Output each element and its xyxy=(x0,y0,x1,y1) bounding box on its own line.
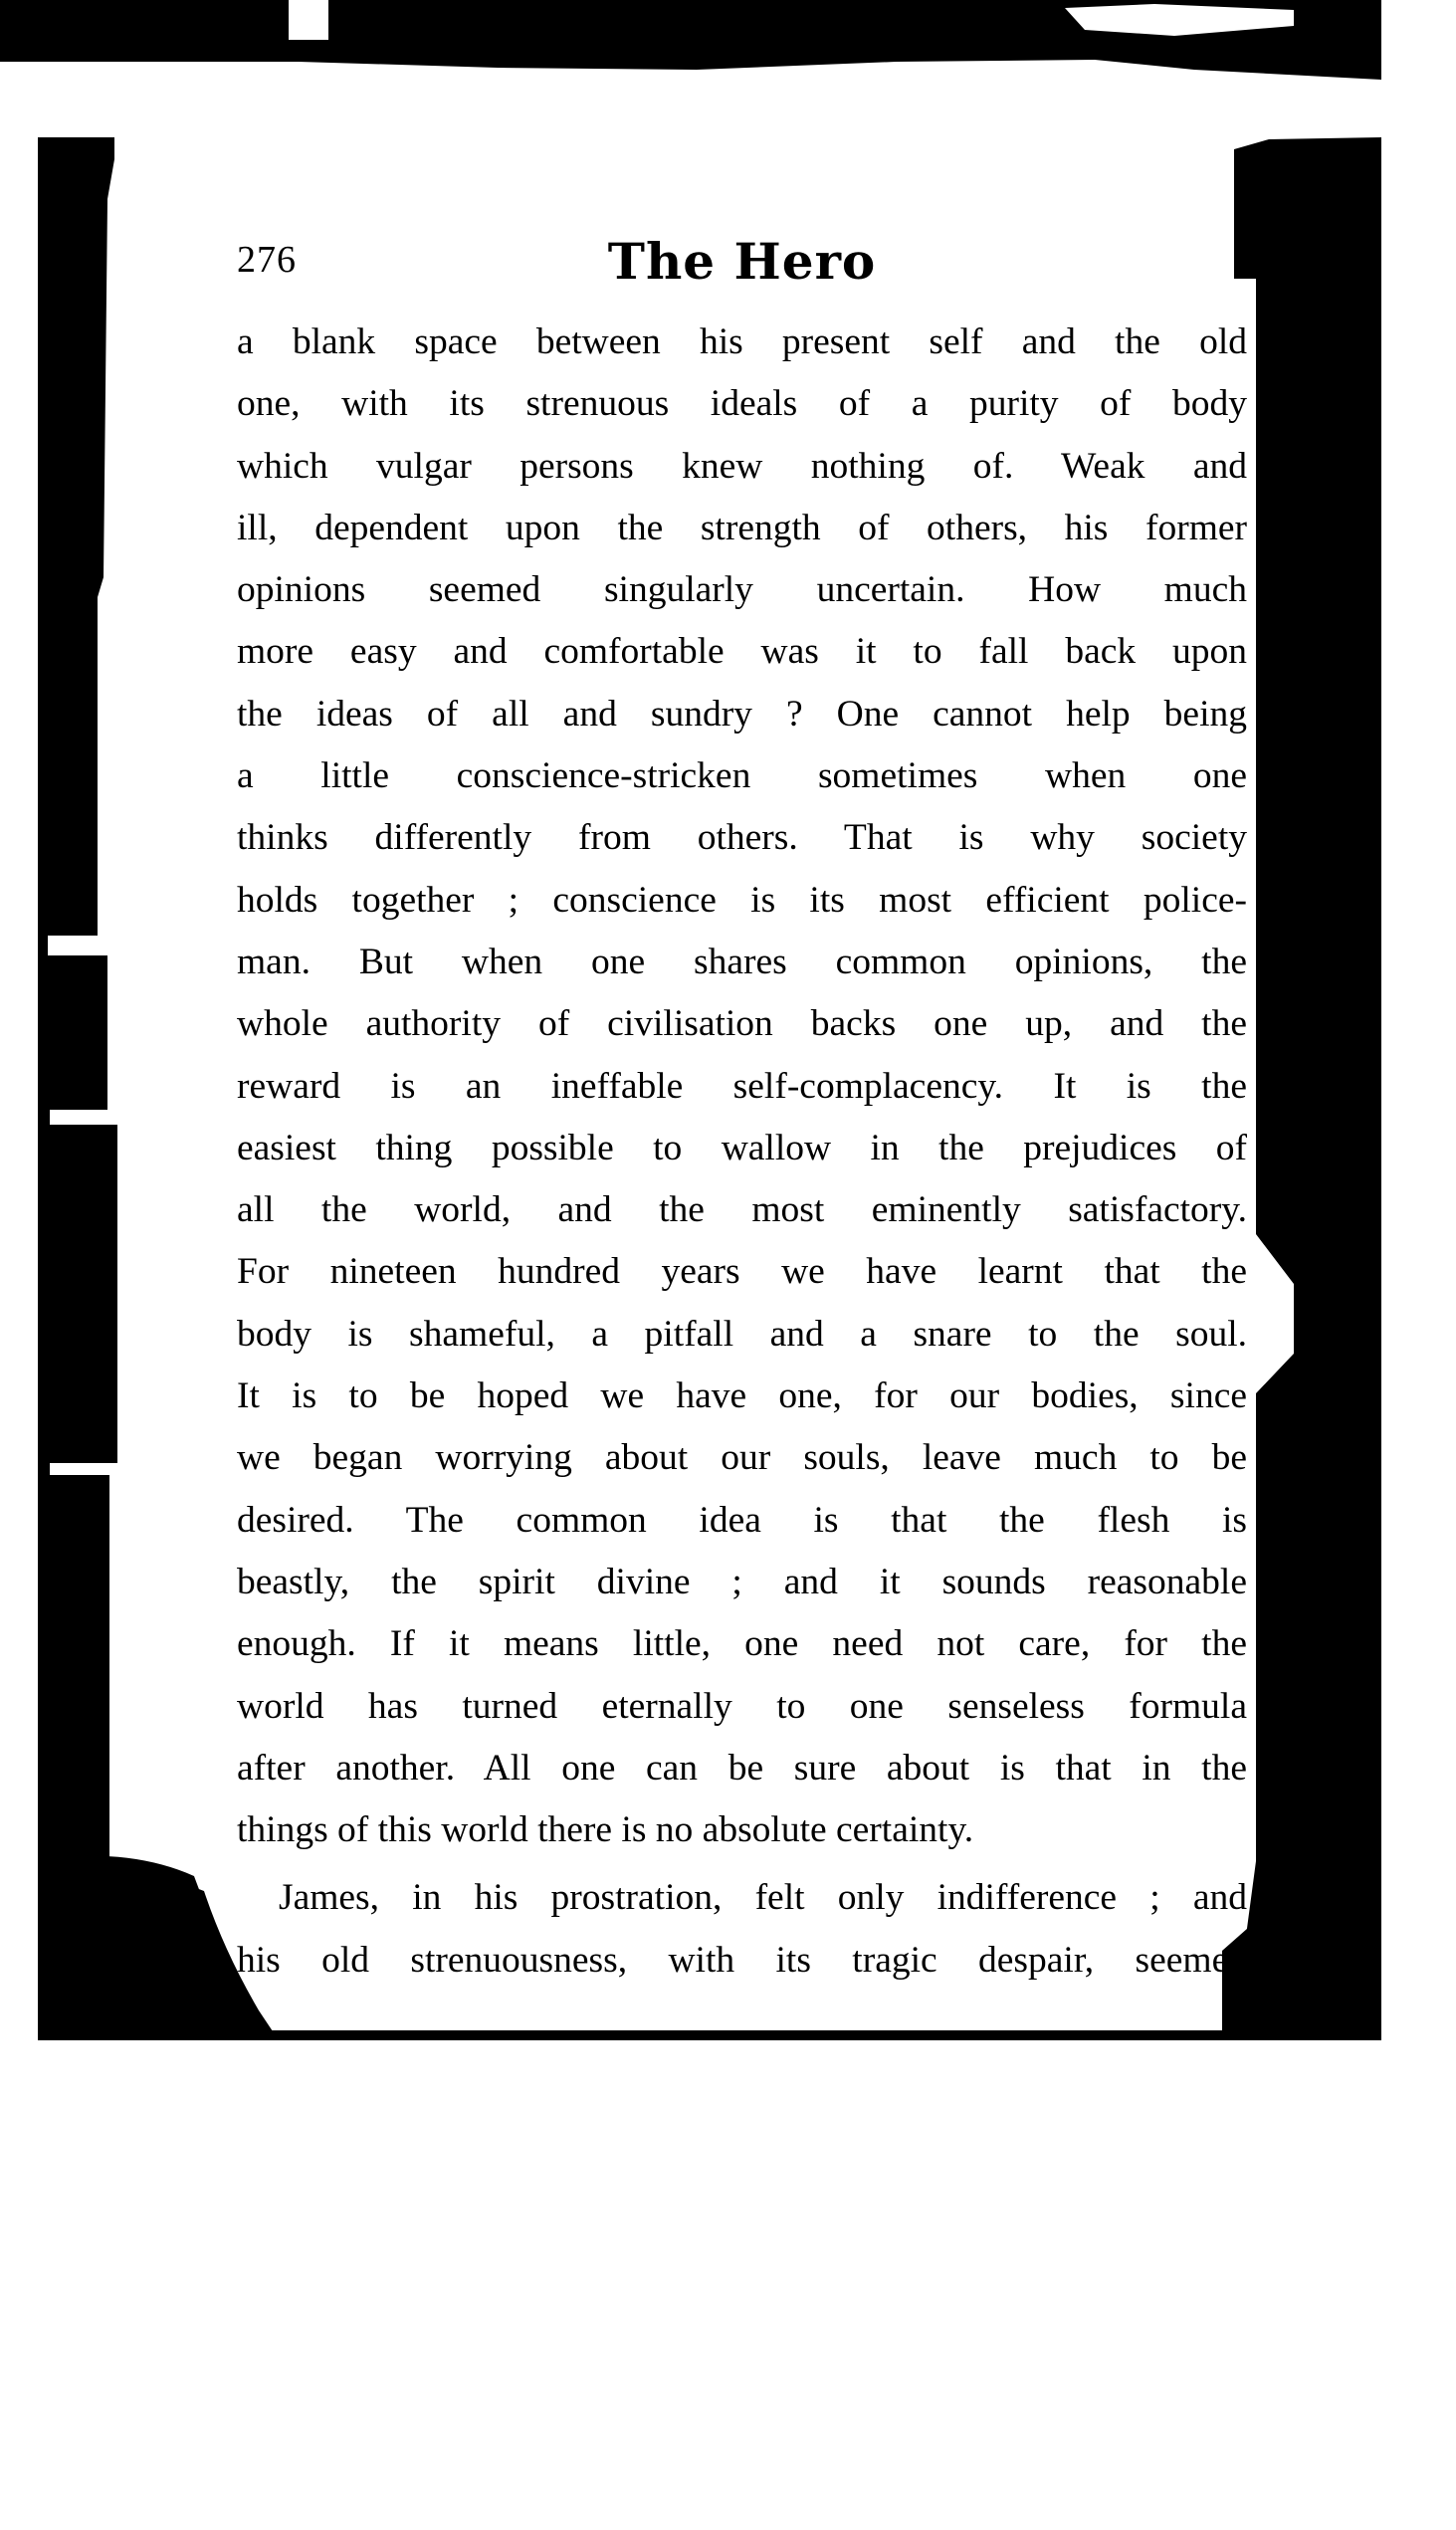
text-line: world has turned eternally to one senseless formula xyxy=(237,1685,1247,1727)
text-line: reward is an ineffable self-complacency. It is the xyxy=(237,1065,1247,1107)
text-line: all the world, and the most eminently satisfactory. xyxy=(237,1189,1247,1231)
text-line: the ideas of all and sundry ? One cannot help being xyxy=(237,693,1247,735)
text-line: thinks differently from others. That is why society xyxy=(237,817,1247,859)
text-line: we began worrying about our souls, leave much to be xyxy=(237,1437,1247,1479)
running-title: The Hero xyxy=(607,232,877,291)
text-line: after another. All one can be sure about is that in the xyxy=(237,1747,1247,1789)
text-line: his old strenuousness, with its tragic despair, seemed xyxy=(237,1939,1247,1981)
page-header xyxy=(237,232,1247,312)
body-text xyxy=(237,312,1247,1992)
text-line: For nineteen hundred years we have learnt that the xyxy=(237,1251,1247,1293)
text-line: easiest thing possible to wallow in the prejudices of xyxy=(237,1127,1247,1168)
text-line: more easy and comfortable was it to fall back upon xyxy=(237,631,1247,673)
text-line: which vulgar persons knew nothing of. Weak and xyxy=(237,445,1247,487)
paragraph xyxy=(237,312,1247,1861)
text-line: beastly, the spirit divine ; and it sounds reasonable xyxy=(237,1561,1247,1602)
book-page xyxy=(237,232,1247,1992)
text-line: a little conscience-stricken sometimes when one xyxy=(237,755,1247,797)
left-scan-border xyxy=(38,137,117,1946)
text-line: James, in his prostration, felt only indifference ; and xyxy=(279,1877,1247,1919)
text-line: a blank space between his present self and the old xyxy=(237,321,1247,362)
right-scan-border xyxy=(1234,137,1381,2030)
text-line: one, with its strenuous ideals of a purity of body xyxy=(237,383,1247,425)
text-line: enough. If it means little, one need not care, for the xyxy=(237,1623,1247,1665)
text-line: body is shameful, a pitfall and a snare to the soul. xyxy=(237,1313,1247,1355)
paragraph xyxy=(237,1867,1247,1992)
text-line: whole authority of civilisation backs one up, and the xyxy=(237,1003,1247,1045)
text-line: things of this world there is no absolute certainty. xyxy=(237,1809,974,1851)
text-line: opinions seemed singularly uncertain. How much xyxy=(237,569,1247,611)
page-number: 276 xyxy=(237,239,297,281)
text-line: It is to be hoped we have one, for our bodies, since xyxy=(237,1375,1247,1417)
text-line: ill, dependent upon the strength of others, his former xyxy=(237,507,1247,548)
text-line: man. But when one shares common opinions, the xyxy=(237,941,1247,982)
text-line: holds together ; conscience is its most efficient police- xyxy=(237,879,1247,921)
text-line: desired. The common idea is that the flesh is xyxy=(237,1499,1247,1541)
